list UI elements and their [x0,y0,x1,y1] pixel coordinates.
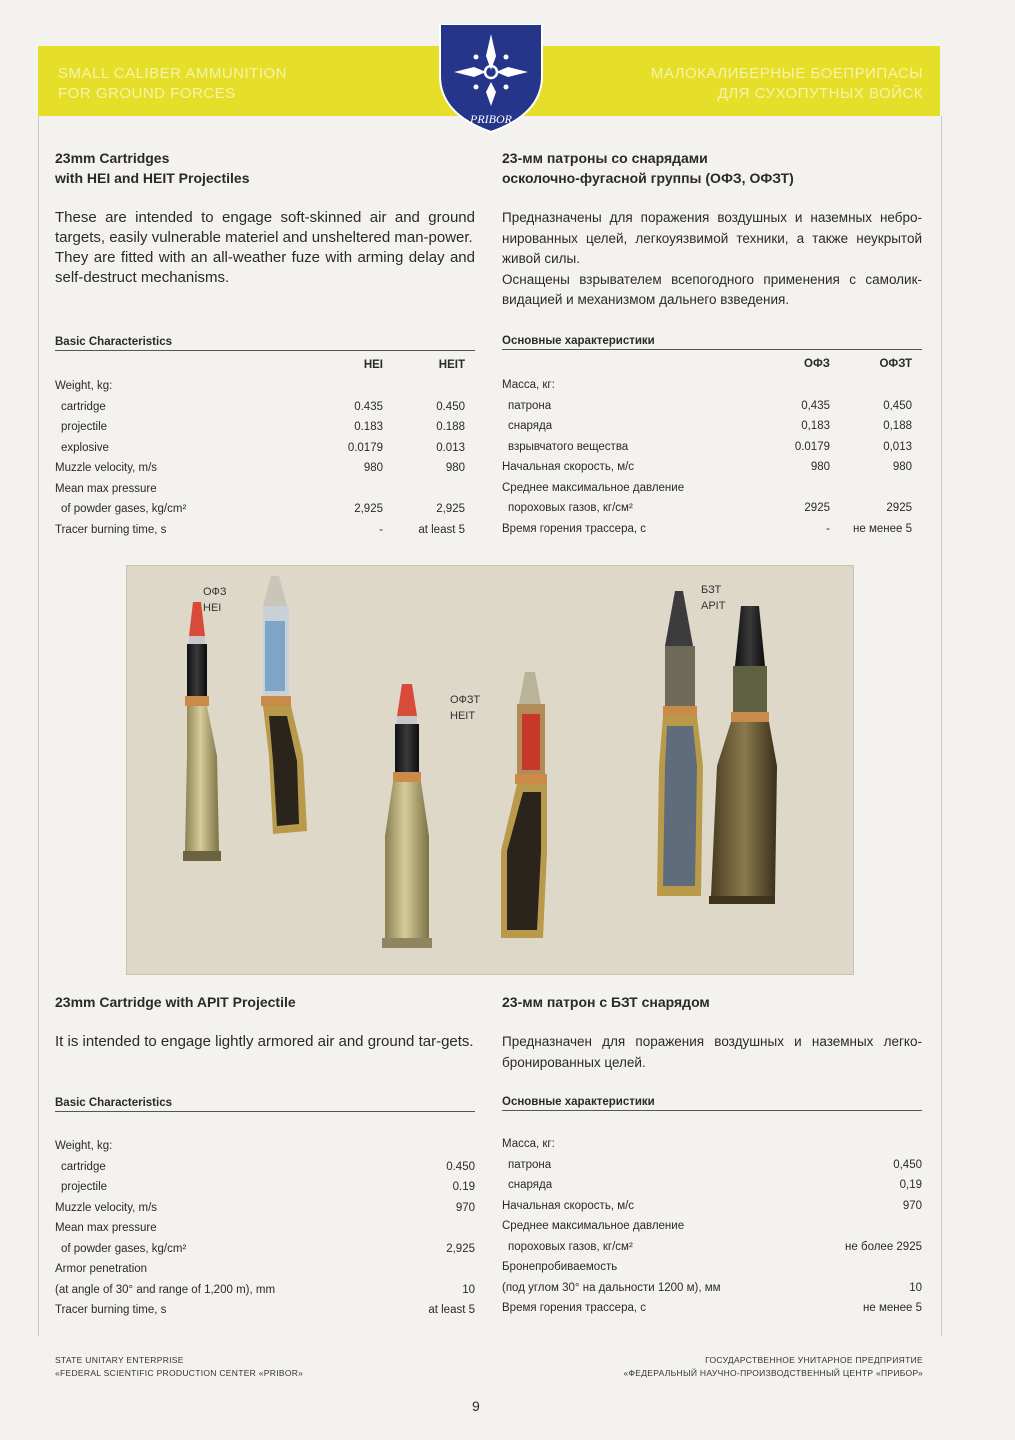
spec-row [55,1177,475,1198]
spec-label: пороховых газов, кг/см² [508,1240,633,1253]
spec-value: 2925 [886,502,912,515]
spec-row [502,1175,922,1196]
spec-value: 980 [810,461,830,474]
section1-ru [502,148,922,311]
section1-para2-ru: Оснащены взрывателем всепогодного применения с самолик-видацией и механизмом дальнего взведения. [502,271,922,307]
spec-value: 0,183 [801,420,830,433]
spec-value: 2,925 [446,1242,475,1255]
photo-label-apit: БЗТ APIT [701,584,726,612]
header-title-ru: МАЛОКАЛИБЕРНЫЕ БОЕПРИПАСЫ ДЛЯ СУХОПУТНЫХ ВОЙСК [650,65,923,102]
section1-para2-en: They are fitted with an all-weather fuze with arming delay and self-destruct mechanisms. [55,249,475,286]
spec-value: 0.0179 [347,441,383,454]
col-header-ofz: ОФЗ [804,358,830,370]
spec-label: Среднее максимальное давление [502,1220,685,1233]
spec-value: 980 [892,461,912,474]
spec-row [55,458,465,479]
section2-para-ru: Предназначен для поражения воздушных и наземных легко-бронированных целей. [502,1034,922,1070]
spec-label: of powder gases, kg/cm² [61,503,187,516]
spec-value: at least 5 [428,1304,475,1317]
photo-label-heit: ОФЗТ HEIT [450,694,481,722]
logo-text: PRIBOR [470,112,512,126]
spec-label: Бронепробиваемость [502,1261,618,1274]
spec-row [55,1259,475,1280]
spec-label: Время горения трассера, с [502,522,647,535]
spec-value [702,478,830,499]
spec-row [55,499,465,520]
spec-row [502,1216,922,1237]
pribor-logo [436,24,546,134]
section2-en [55,992,475,1052]
spec-label: Начальная скорость, м/с [502,461,635,474]
spec-value: 0.0179 [794,440,830,453]
footer-ru: ГОСУДАРСТВЕННОЕ УНИТАРНОЕ ПРЕДПРИЯТИЕ «ФЕДЕРАЛЬНЫЙ НАУЧНО-ПРОИЗВОДСТВЕННЫЙ ЦЕНТР «ПРИБОР» [623,1355,923,1378]
spec-row [502,519,912,540]
spec-value: 0.188 [436,421,465,434]
spec-row [55,397,465,418]
section1-en [55,148,475,288]
spec-label: Tracer burning time, s [55,1304,167,1317]
spec-value: 970 [902,1199,922,1212]
spec-value: 0.013 [436,441,465,454]
spec-label: Время горения трассера, с [502,1302,647,1315]
spec-label: Масса, кг: [502,1138,555,1151]
spec-row [55,479,465,500]
section2-para-en: It is intended to engage lightly armored air and ground tar-gets. [55,1033,474,1050]
spec-label: Tracer burning time, s [55,523,167,536]
section2-char-title-en: Basic Characteristics [55,1097,475,1112]
spec-value [830,478,912,499]
spec-value: 10 [462,1283,475,1296]
spec-value [830,375,912,396]
col-header-hei: HEI [363,359,383,371]
spec-value: 0,188 [883,420,912,433]
section1-title-en-line1: 23mm Cartridges [55,150,170,166]
spec-label: Среднее максимальное давление [502,481,685,494]
spec-row [55,1300,475,1321]
spec-value: 0,450 [883,399,912,412]
cartridge-hei [183,602,221,861]
col-header-heit: HEIT [438,359,465,371]
spec-value [255,479,383,500]
spec-value [383,376,465,397]
section1-title-en-line2: with HEI and HEIT Projectiles [55,170,250,186]
spec-label: Масса, кг: [502,379,555,392]
cartridge-heit-cutaway [501,672,547,938]
footer-en: STATE UNITARY ENTERPRISE «FEDERAL SCIENTIFIC PRODUCTION CENTER «PRIBOR» [55,1355,304,1378]
section2-char-title-ru: Основные характеристики [502,1096,922,1111]
spec-row [502,416,912,437]
section2-title-en: 23mm Cartridge with APIT Projectile [55,994,296,1010]
section2-table-ru [502,1134,922,1319]
spec-value: 10 [909,1281,922,1294]
spec-row [502,498,912,519]
spec-label: Muzzle velocity, m/s [55,1201,158,1214]
col-header-ofzt: ОФЗТ [879,358,912,370]
spec-value: 2,925 [436,503,465,516]
spec-label: патрона [508,399,552,412]
spec-value: 0.183 [354,421,383,434]
spec-row [55,1280,475,1301]
spec-row [502,437,912,458]
spec-value [355,1259,475,1280]
section1-para1-en: These are intended to engage soft-skinned air and ground targets, easily vulnerable materiel and unsheltered man-power. [55,209,475,246]
header-title-en: SMALL CALIBER AMMUNITION FOR GROUND FORCES [58,65,287,102]
spec-label: Начальная скорость, м/с [502,1199,635,1212]
spec-row [502,1237,922,1258]
spec-label: of powder gases, kg/cm² [61,1242,187,1255]
spec-value: 2,925 [354,503,383,516]
spec-value [802,1216,922,1237]
spec-row [55,1218,475,1239]
spec-row [55,1157,475,1178]
cartridge-apit [709,606,777,904]
spec-label: (at angle of 30° and range of 1,200 m), mm [55,1283,276,1296]
spec-value: - [379,523,383,536]
spec-label: projectile [61,1181,108,1194]
spec-value: 0.435 [354,400,383,413]
spec-row [502,375,912,396]
spec-value: 0.450 [436,400,465,413]
spec-value [802,1257,922,1278]
spec-value: at least 5 [418,523,465,536]
spec-value [355,1136,475,1157]
spec-value [355,1218,475,1239]
cartridges-illustration [127,566,853,974]
spec-value [702,375,830,396]
spec-label: Weight, kg: [55,1140,113,1153]
cartridge-hei-cutaway [261,576,307,834]
section1-title-ru-line2: осколочно-фугасной группы (ОФЗ, ОФЗТ) [502,170,794,186]
section2-table-en [55,1136,475,1321]
spec-label: cartridge [61,1160,106,1173]
spec-label: Mean max pressure [55,1222,157,1235]
section1-char-title-en: Basic Characteristics [55,336,475,351]
spec-label: cartridge [61,400,106,413]
spec-value: 0.19 [452,1181,475,1194]
spec-value: 0.450 [446,1160,475,1173]
spec-value: не более 2925 [845,1240,922,1253]
spec-label: projectile [61,421,108,434]
ammunition-photo [126,565,854,975]
spec-row [502,1196,922,1217]
spec-label: пороховых газов, кг/см² [508,502,633,515]
spec-row [502,1278,922,1299]
spec-row [55,417,465,438]
spec-row [55,520,465,541]
spec-label: explosive [61,441,109,454]
spec-value: - [826,522,830,535]
section2-title-ru: 23-мм патрон с БЗТ снарядом [502,994,710,1010]
spec-row [502,1257,922,1278]
spec-value: 0,19 [899,1179,922,1192]
spec-row [502,457,912,478]
photo-label-hei: ОФЗ HEI [203,586,227,614]
section1-table-en [55,354,465,540]
spec-label: взрывчатого вещества [508,440,629,453]
spec-value [383,479,465,500]
spec-value: 980 [445,462,465,475]
spec-label: Weight, kg: [55,380,113,393]
spec-row [502,1155,922,1176]
section2-ru [502,992,922,1073]
spec-row [55,1239,475,1260]
spec-row [55,376,465,397]
spec-value: не менее 5 [853,522,912,535]
section1-table-ru [502,353,912,539]
spec-value [255,376,383,397]
cartridge-apit-cutaway [657,591,703,896]
spec-value [802,1134,922,1155]
section1-title-ru-line1: 23-мм патроны со снарядами [502,150,708,166]
spec-row [55,1136,475,1157]
page-number: 9 [472,1398,480,1414]
spec-value: 0,450 [893,1158,922,1171]
spec-row [55,1198,475,1219]
section1-char-title-ru: Основные характеристики [502,335,922,350]
spec-label: Mean max pressure [55,482,157,495]
spec-row [502,396,912,417]
spec-value: не менее 5 [863,1302,922,1315]
spec-label: (под углом 30° на дальности 1200 м), мм [502,1281,721,1294]
spec-value: 0,013 [883,440,912,453]
spec-value: 980 [363,462,383,475]
cartridge-heit [382,684,432,948]
spec-row [502,478,912,499]
spec-row [502,1134,922,1155]
spec-label: снаряда [508,1179,553,1192]
spec-value: 2925 [804,502,830,515]
spec-label: Muzzle velocity, m/s [55,462,158,475]
spec-label: Armor penetration [55,1263,148,1276]
spec-row [55,438,465,459]
spec-label: патрона [508,1158,552,1171]
spec-row [502,1298,922,1319]
spec-value: 970 [455,1201,475,1214]
spec-label: снаряда [508,420,553,433]
spec-value: 0,435 [801,399,830,412]
section1-para1-ru: Предназначены для поражения воздушных и наземных небро-нированных целей, легкоуязвимой техники, а также неукрытой живой силы. [502,210,922,266]
